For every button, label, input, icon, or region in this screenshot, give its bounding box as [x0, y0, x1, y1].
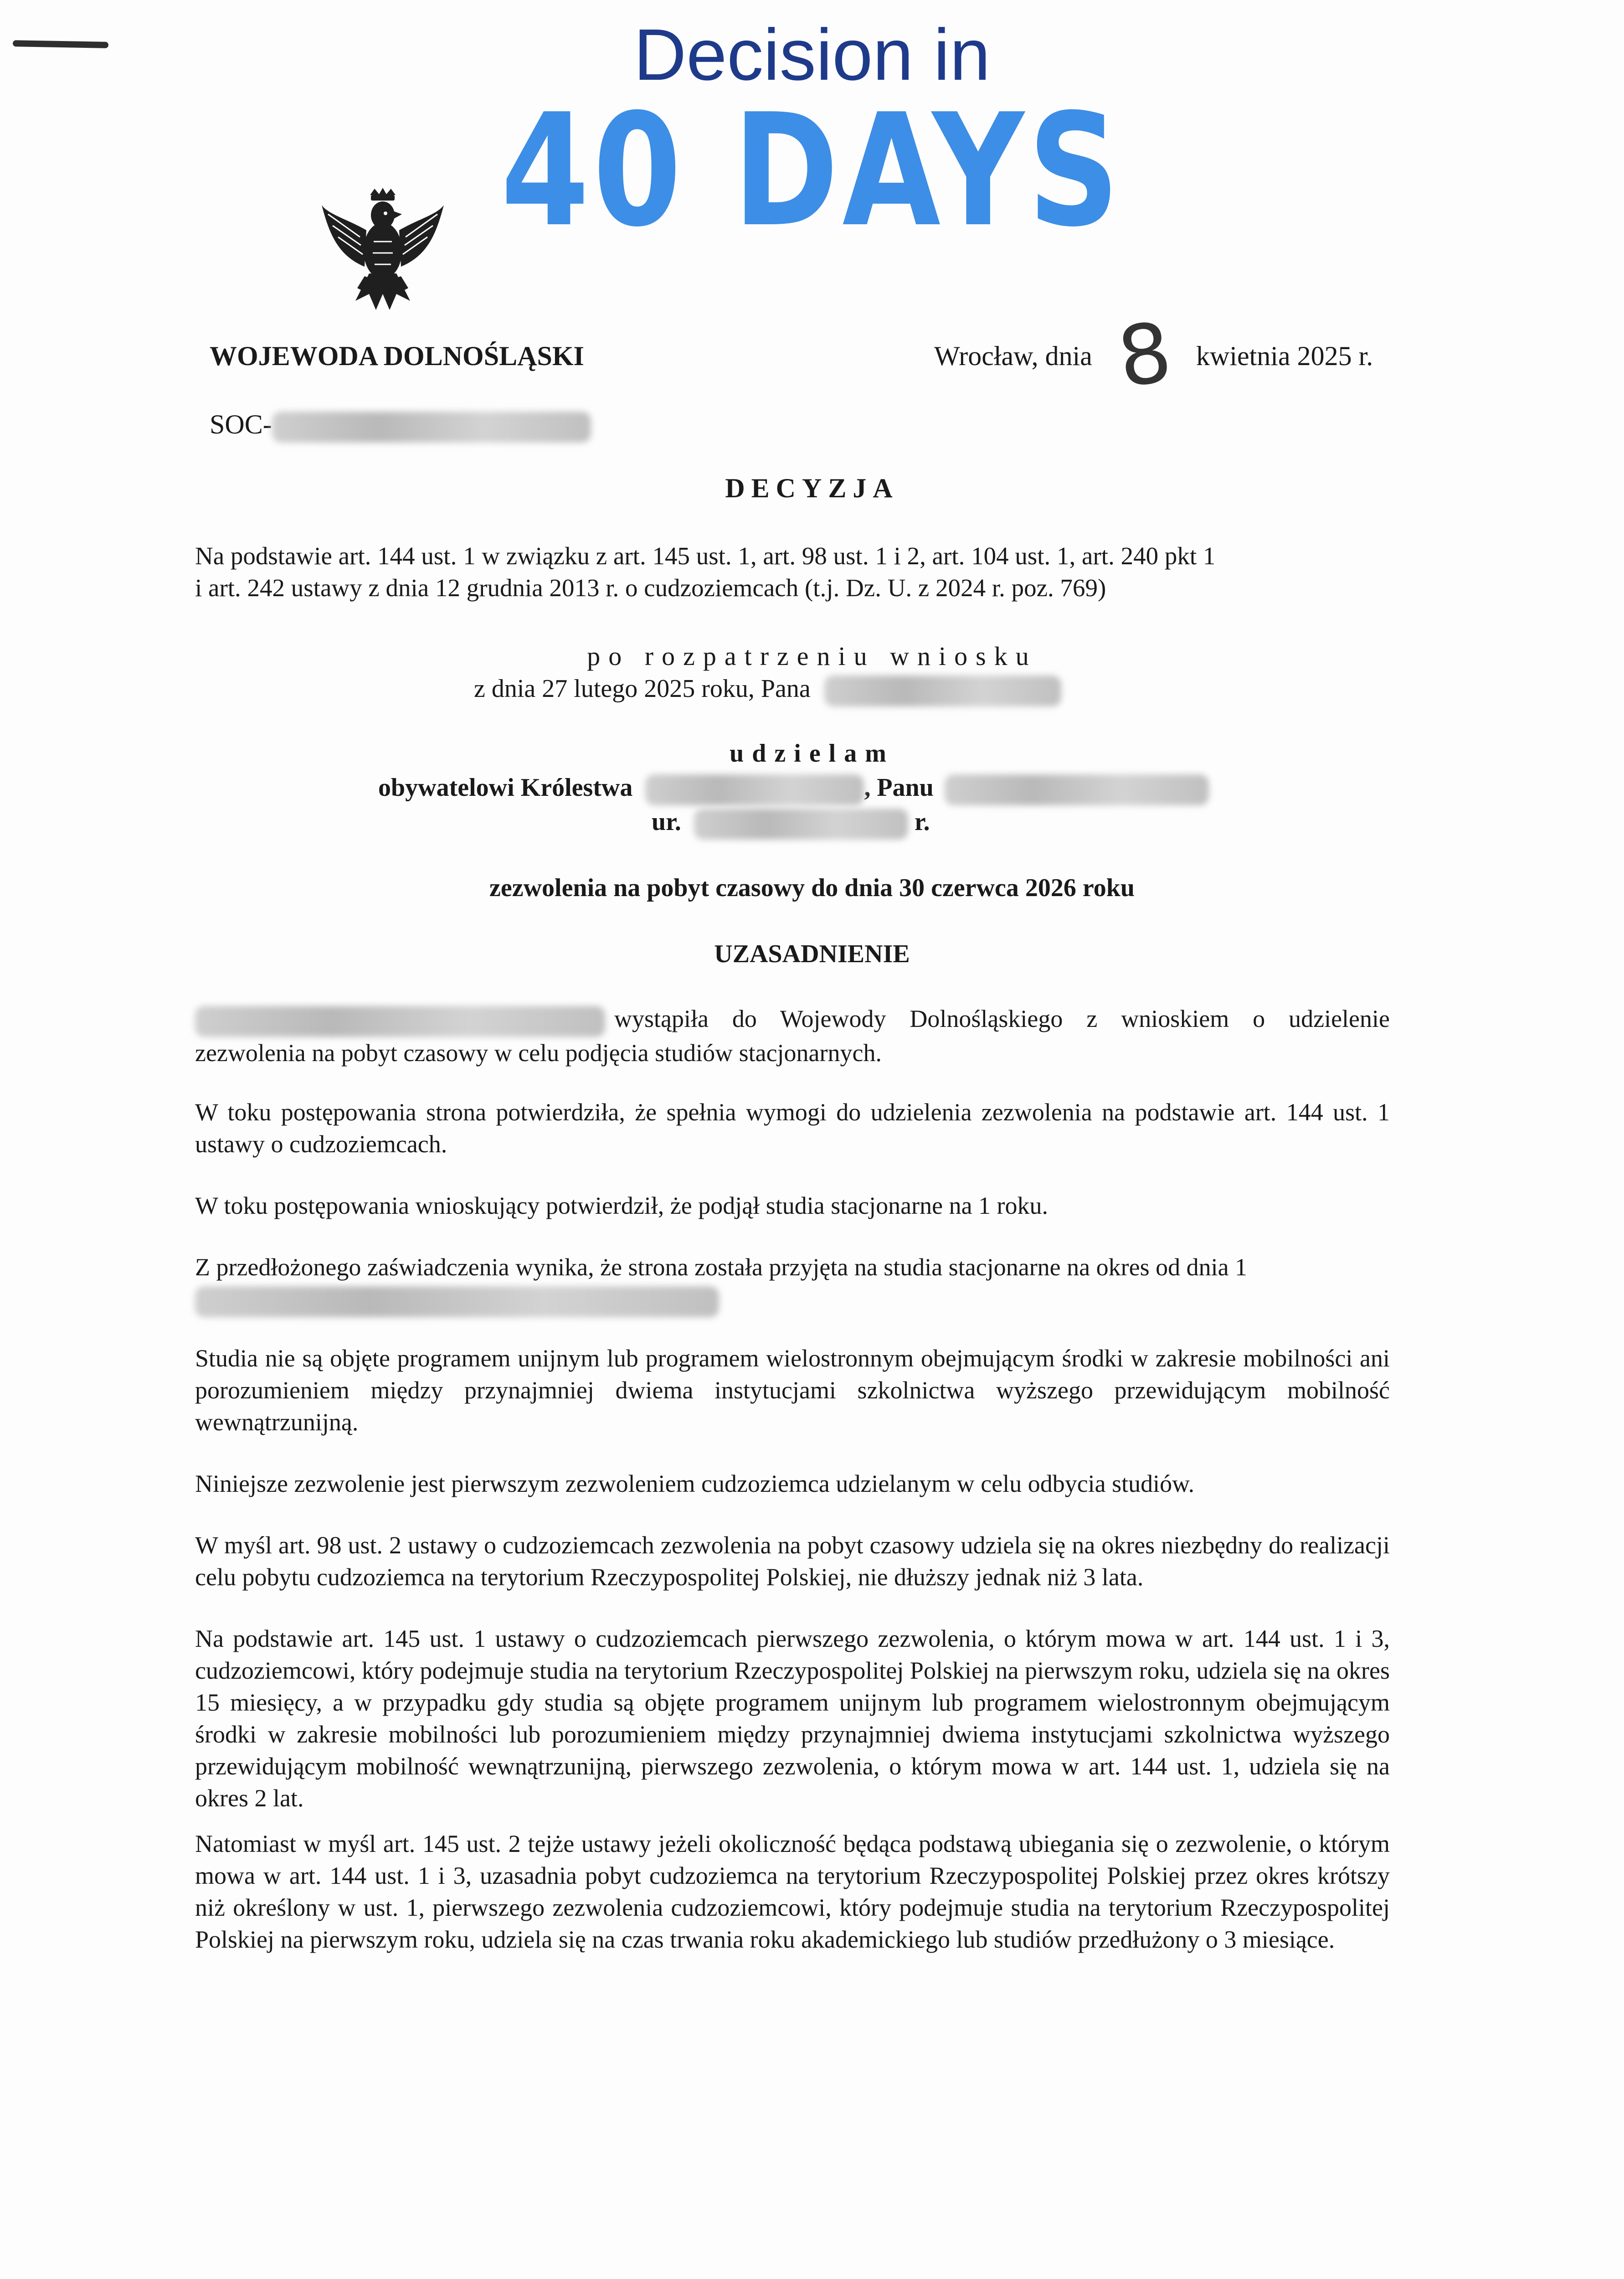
born-prefix: ur. [652, 808, 681, 836]
case-prefix: SOC- [210, 409, 272, 439]
citizen-label: obywatelowi Królestwa [378, 773, 633, 802]
birth-date-line [652, 807, 930, 840]
date-prefix: Wrocław, dnia [934, 341, 1092, 371]
redacted-application-date [195, 1006, 605, 1037]
permit-statement: zezwolenia na pobyt czasowy do dnia 30 czerwca 2026 roku [489, 874, 1135, 902]
redacted-case-number [272, 412, 591, 443]
justification-paragraph-2: W toku postępowania strona potwierdziła, że spełnia wymogi do udzielenia zezwolenia na podstawie art. 144 ust. 1 ustawy o cudzoziemcach. [195, 1098, 1390, 1158]
citizen-mid: , Panu [864, 773, 934, 802]
redacted-recipient-name [945, 774, 1209, 805]
justification-paragraph-5: Studia nie są objęte programem unijnym lub programem wielostronnym obejmującym środki w zakresie mobilności ani porozumieniem między przynajmniej dwiema instytucjami szkolnictwa wyższego przewidującym mobilność wewnątrzunijną. [195, 1345, 1390, 1436]
justification-paragraph-4 [195, 1251, 1390, 1317]
legal-basis-line-1: Na podstawie art. 144 ust. 1 w związku z art. 145 ust. 1, art. 98 ust. 1 i 2, art. 104 ust. 1, art. 240 pkt 1 [195, 542, 1216, 570]
case-number [210, 408, 591, 443]
redacted-study-period [195, 1286, 719, 1317]
banner-line-1: Decision in [633, 14, 991, 95]
justification-paragraph-6: Niniejsze zezwolenie jest pierwszym zezwoleniem cudzoziemca udzielanym w celu odbycia studiów. [195, 1470, 1195, 1497]
justification-paragraph-8: Na podstawie art. 145 ust. 1 ustawy o cudzoziemcach pierwszego zezwolenia, o którym mowa w art. 144 ust. 1 i 3, cudzoziemcowi, który podejmuje studia na terytorium Rzeczypospolitej Polskiej na pierwszym roku, udziela się na okres 15 miesięcy, a w przypadku gdy studia są objęte programem unijnym lub programem wielostronnym obejmującym środki w zakresie mobilności lub porozumieniem między przynajmniej dwiema instytucjami szkolnictwa wyższego przewidującym mobilność wewnątrzunijną, pierwszego zezwolenia, o którym mowa w art. 144 ust. 1, udziela się na okres 2 lat. [195, 1625, 1390, 1812]
legal-basis-line-2: i art. 242 ustawy z dnia 12 grudnia 2013 r. o cudzoziemcach (t.j. Dz. U. z 2024 r. poz. 769) [195, 574, 1106, 602]
p1-first-line: wystąpiła do Wojewody Dolnośląskiego z wnioskiem o udzielenie [614, 1005, 1390, 1032]
consideration-heading: po rozpatrzeniu wniosku [587, 641, 1037, 671]
justification-paragraph-7: W myśl art. 98 ust. 2 ustawy o cudzoziemcach zezwolenia na pobyt czasowy udziela się na okres niezbędny do realizacji celu pobytu cudzoziemca na terytorium Rzeczypospolitej Polskiej, nie dłuższy jednak niż 3 lata. [195, 1531, 1390, 1591]
decision-title: DECYZJA [725, 473, 899, 503]
legal-basis [195, 540, 1390, 604]
grant-heading: udzielam [730, 739, 894, 768]
justification-paragraph-9: Natomiast w myśl art. 145 ust. 2 tejże ustawy jeżeli okoliczność będąca podstawą ubiegania się o zezwolenie, o którym mowa w art. 144 ust. 1 i 3, uzasadnia pobyt cudzoziemca na terytorium Rzeczypospolitej Polskiej przez okres krótszy niż określony w ust. 1, pierwszego zezwolenia cudzoziemcowi, który podejmuje studia na terytorium Rzeczypospolitej Polskiej na pierwszym roku, udziela się na czas trwania roku akademickiego lub studiów przedłużony o 3 miesiące. [195, 1830, 1390, 1953]
p4-text: Z przedłożonego zaświadczenia wynika, że strona została przyjęta na studia stacjonarne na okres od dnia 1 [195, 1253, 1248, 1281]
redacted-birth-date [694, 809, 908, 840]
justification-paragraph-1 [195, 1003, 1390, 1069]
born-suffix: r. [914, 808, 930, 836]
polish-eagle-icon [319, 187, 447, 319]
banner-line-2: 40 DAYS [501, 81, 1123, 261]
p1-second-line: zezwolenia na pobyt czasowy w celu podjęcia studiów stacjonarnych. [195, 1039, 882, 1067]
handwritten-day: 8 [1112, 304, 1177, 406]
authority-name: WOJEWODA DOLNOŚLĄSKI [210, 341, 584, 371]
redacted-applicant-name [824, 675, 1061, 706]
consideration-line [474, 674, 1061, 706]
justification-paragraph-3: W toku postępowania wnioskujący potwierdził, że podjął studia stacjonarne na 1 roku. [195, 1192, 1048, 1219]
consideration-text: z dnia 27 lutego 2025 roku, Pana [474, 675, 811, 703]
redacted-country [645, 774, 864, 805]
date-suffix: kwietnia 2025 r. [1196, 341, 1373, 371]
grant-citizen-line [378, 773, 1209, 805]
justification-title: UZASADNIENIE [714, 940, 910, 968]
